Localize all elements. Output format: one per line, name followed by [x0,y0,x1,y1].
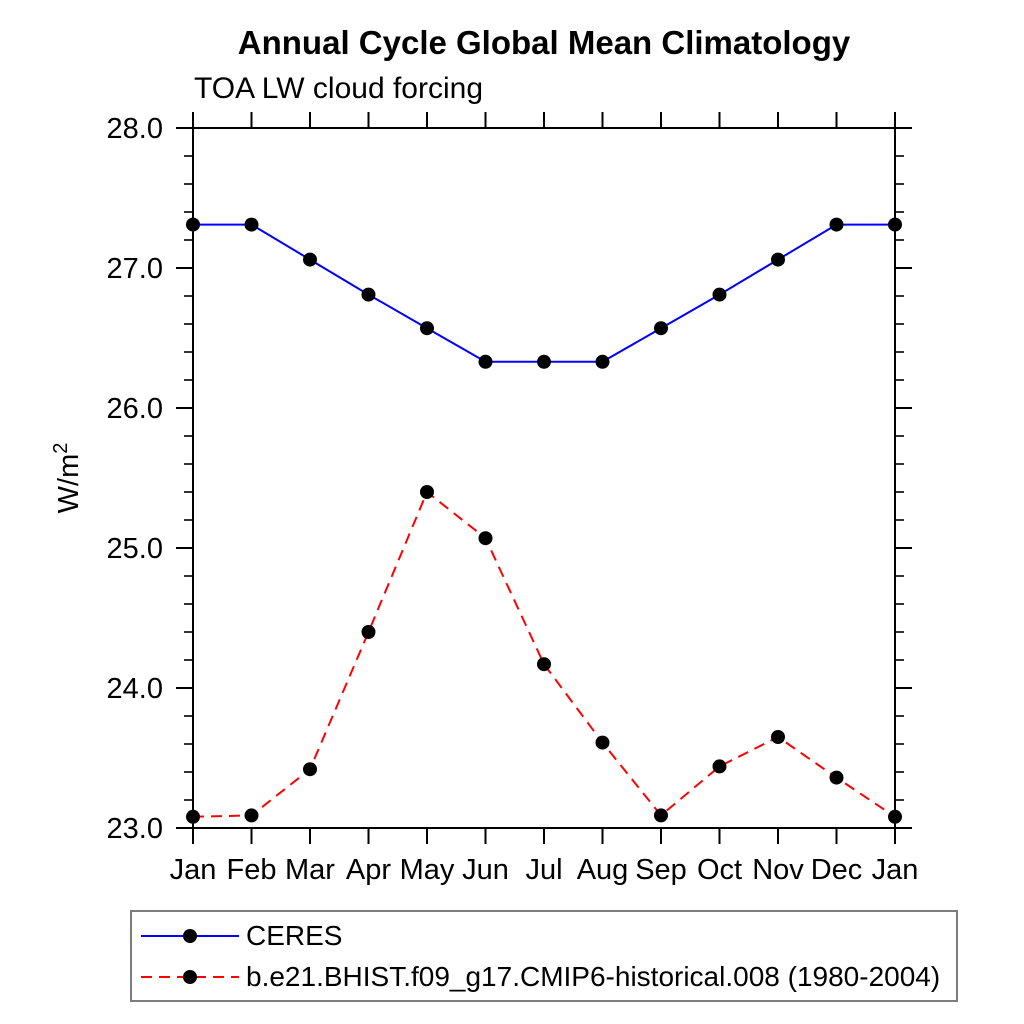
legend-entry-model [136,956,956,997]
x-tick-label: Apr [345,854,392,886]
data-point-marker-icon [537,355,551,369]
x-tick-label: Mar [285,854,335,886]
x-tick-label: Sep [635,854,687,886]
legend-box [130,910,958,1002]
y-tick-label: 24.0 [106,673,163,705]
y-tick-label: 26.0 [106,393,163,425]
series-line-0 [193,225,895,362]
axes-frame [193,128,895,828]
data-point-marker-icon [479,355,493,369]
data-point-marker-icon [596,736,610,750]
data-point-marker-icon [186,218,200,232]
x-tick-label: Oct [696,854,743,886]
x-tick-label: Jan [871,854,919,886]
legend-label-ceres: CERES [246,919,343,951]
legend-marker-model-icon [183,970,197,984]
data-point-marker-icon [771,253,785,267]
data-point-marker-icon [654,321,668,335]
y-tick-label: 27.0 [106,253,163,285]
data-point-marker-icon [245,218,259,232]
data-point-marker-icon [303,762,317,776]
y-axis-label: $W/m^2$ [50,442,85,514]
data-point-marker-icon [186,810,200,824]
data-point-marker-icon [596,355,610,369]
y-tick-label: 28.0 [106,113,163,145]
legend-marker-ceres-icon [183,929,197,943]
data-point-marker-icon [713,288,727,302]
series-markers-1 [186,485,902,824]
legend-sample-model [136,966,244,988]
data-point-marker-icon [830,218,844,232]
data-point-marker-icon [420,485,434,499]
series-markers-0 [186,218,902,369]
data-point-marker-icon [245,808,259,822]
x-tick-label: Feb [226,854,277,886]
legend-entry-ceres [136,915,956,956]
x-tick-label: May [399,854,455,886]
data-point-marker-icon [420,321,434,335]
data-point-marker-icon [771,730,785,744]
chart-subtitle: TOA LW cloud forcing [194,72,484,105]
data-point-marker-icon [654,808,668,822]
x-tick-label: Dec [810,854,863,886]
legend-sample-ceres [136,925,244,947]
data-point-marker-icon [830,771,844,785]
y-tick-label: 23.0 [106,813,163,845]
series-line-1 [193,492,895,817]
data-point-marker-icon [537,657,551,671]
x-tick-label: Jan [169,854,217,886]
x-tick-label: Jun [462,854,509,886]
y-tick-label: 25.0 [106,533,163,565]
x-axis-ticks [170,112,919,886]
data-point-marker-icon [479,531,493,545]
data-point-marker-icon [888,810,902,824]
data-point-marker-icon [303,253,317,267]
legend-label-model: b.e21.BHIST.f09_g17.CMIP6-historical.008 (1980-2004) [246,960,941,992]
y-axis-ticks [107,113,912,845]
x-tick-label: Nov [752,854,804,886]
x-tick-label: Aug [576,854,629,886]
chart-title: Annual Cycle Global Mean Climatology [237,24,851,61]
data-point-marker-icon [888,218,902,232]
data-point-marker-icon [362,625,376,639]
data-point-marker-icon [713,759,727,773]
data-point-marker-icon [362,288,376,302]
x-tick-label: Jul [525,854,563,886]
